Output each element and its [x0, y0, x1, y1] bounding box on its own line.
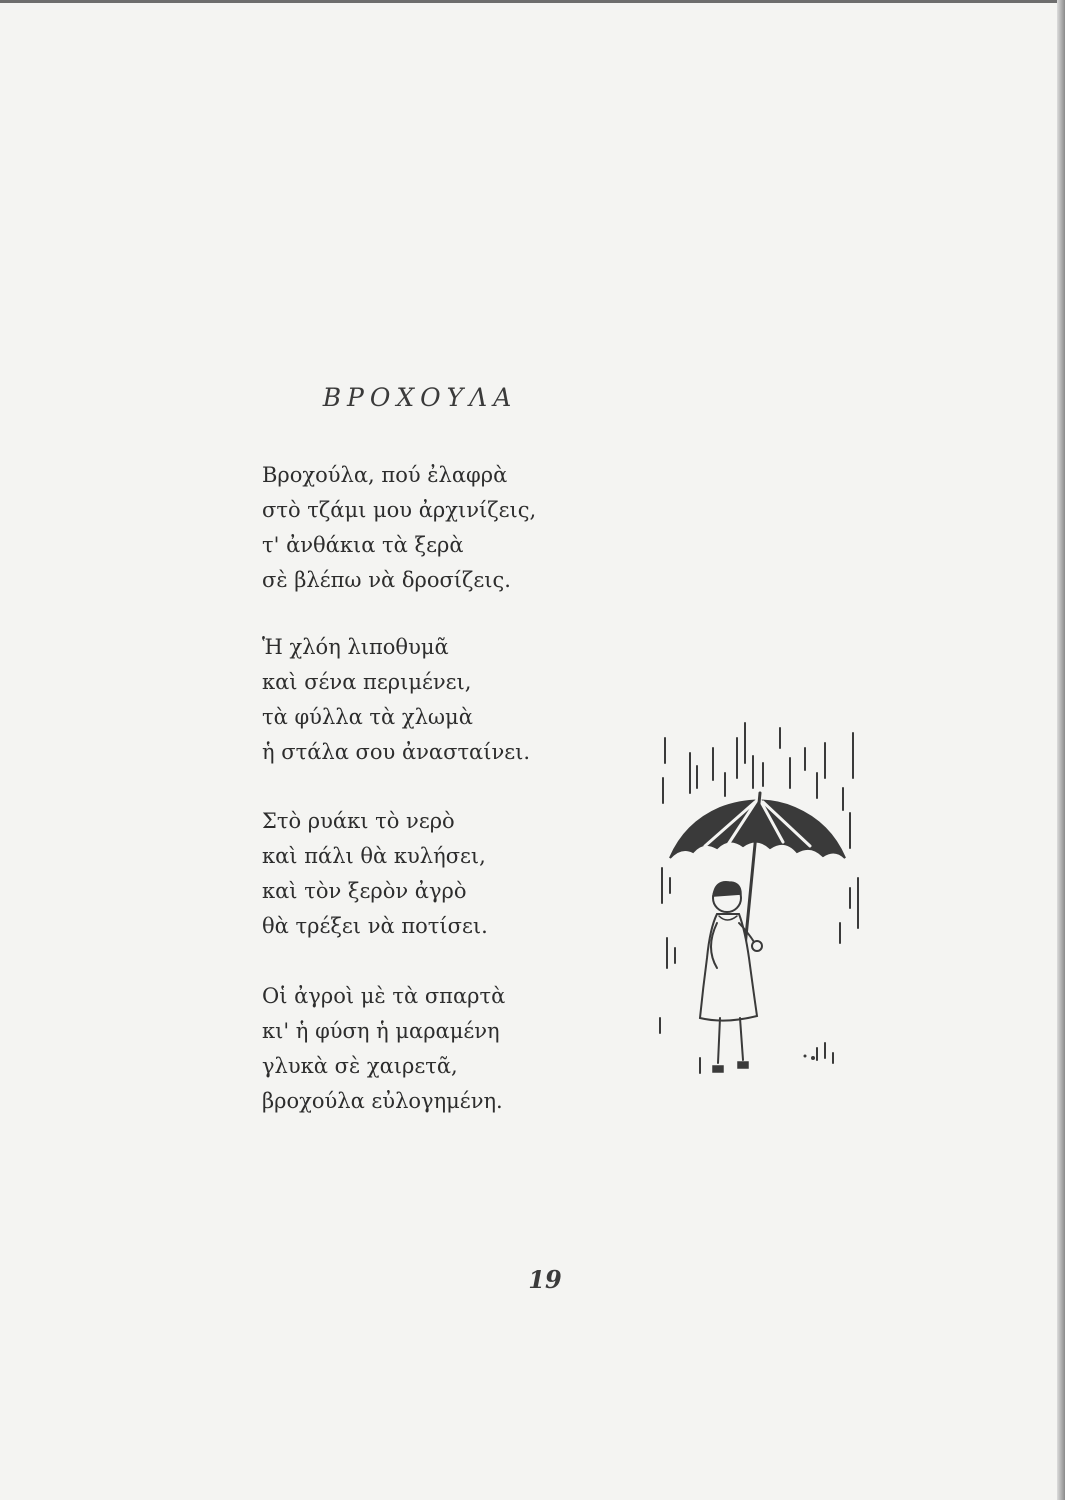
poem-line: τ' ἀνθάκια τὰ ξερὰ [262, 533, 464, 557]
poem-title: ΒΡΟΧΟΥΛΑ [322, 383, 518, 412]
poem-line: ἡ στάλα σου ἀνασταίνει. [262, 740, 531, 764]
page-edge [1057, 0, 1065, 1500]
page-number: 19 [528, 1265, 562, 1294]
book-page [0, 3, 1057, 1500]
poem-line: γλυκὰ σὲ χαιρετᾶ, [262, 1054, 458, 1078]
stanza-4 [262, 979, 602, 1119]
poem-line: Βροχούλα, πού ἐλαφρὰ [262, 463, 508, 487]
poem-line: Ἡ χλόη λιποθυμᾶ [262, 635, 449, 659]
poem-line: στὸ τζάμι μου ἀρχινίζεις, [262, 498, 537, 522]
poem-line: θὰ τρέξει νὰ ποτίσει. [262, 914, 488, 938]
stanza-2 [262, 630, 602, 770]
poem-line: σὲ βλέπω νὰ δροσίζεις. [262, 568, 511, 592]
poem-line: καὶ τὸν ξερὸν ἀγρὸ [262, 879, 467, 903]
girl-with-umbrella-in-rain-icon [645, 718, 885, 1098]
poem-line: καὶ πάλι θὰ κυλήσει, [262, 844, 486, 868]
stanza-3 [262, 804, 602, 944]
poem-line: Στὸ ρυάκι τὸ νερὸ [262, 809, 455, 833]
poem-line: τὰ φύλλα τὰ χλωμὰ [262, 705, 473, 729]
poem-line: κι' ἡ φύση ἡ μαραμένη [262, 1019, 500, 1043]
girl-dress [700, 914, 757, 1021]
poem-line: καὶ σένα περιμένει, [262, 670, 472, 694]
poem-body [262, 458, 602, 1151]
rain-streaks [660, 723, 858, 1073]
stanza-1 [262, 458, 602, 598]
poem-line: βροχούλα εὐλογημένη. [262, 1089, 503, 1113]
poem-line: Οἱ ἀγροὶ μὲ τὰ σπαρτὰ [262, 984, 506, 1008]
